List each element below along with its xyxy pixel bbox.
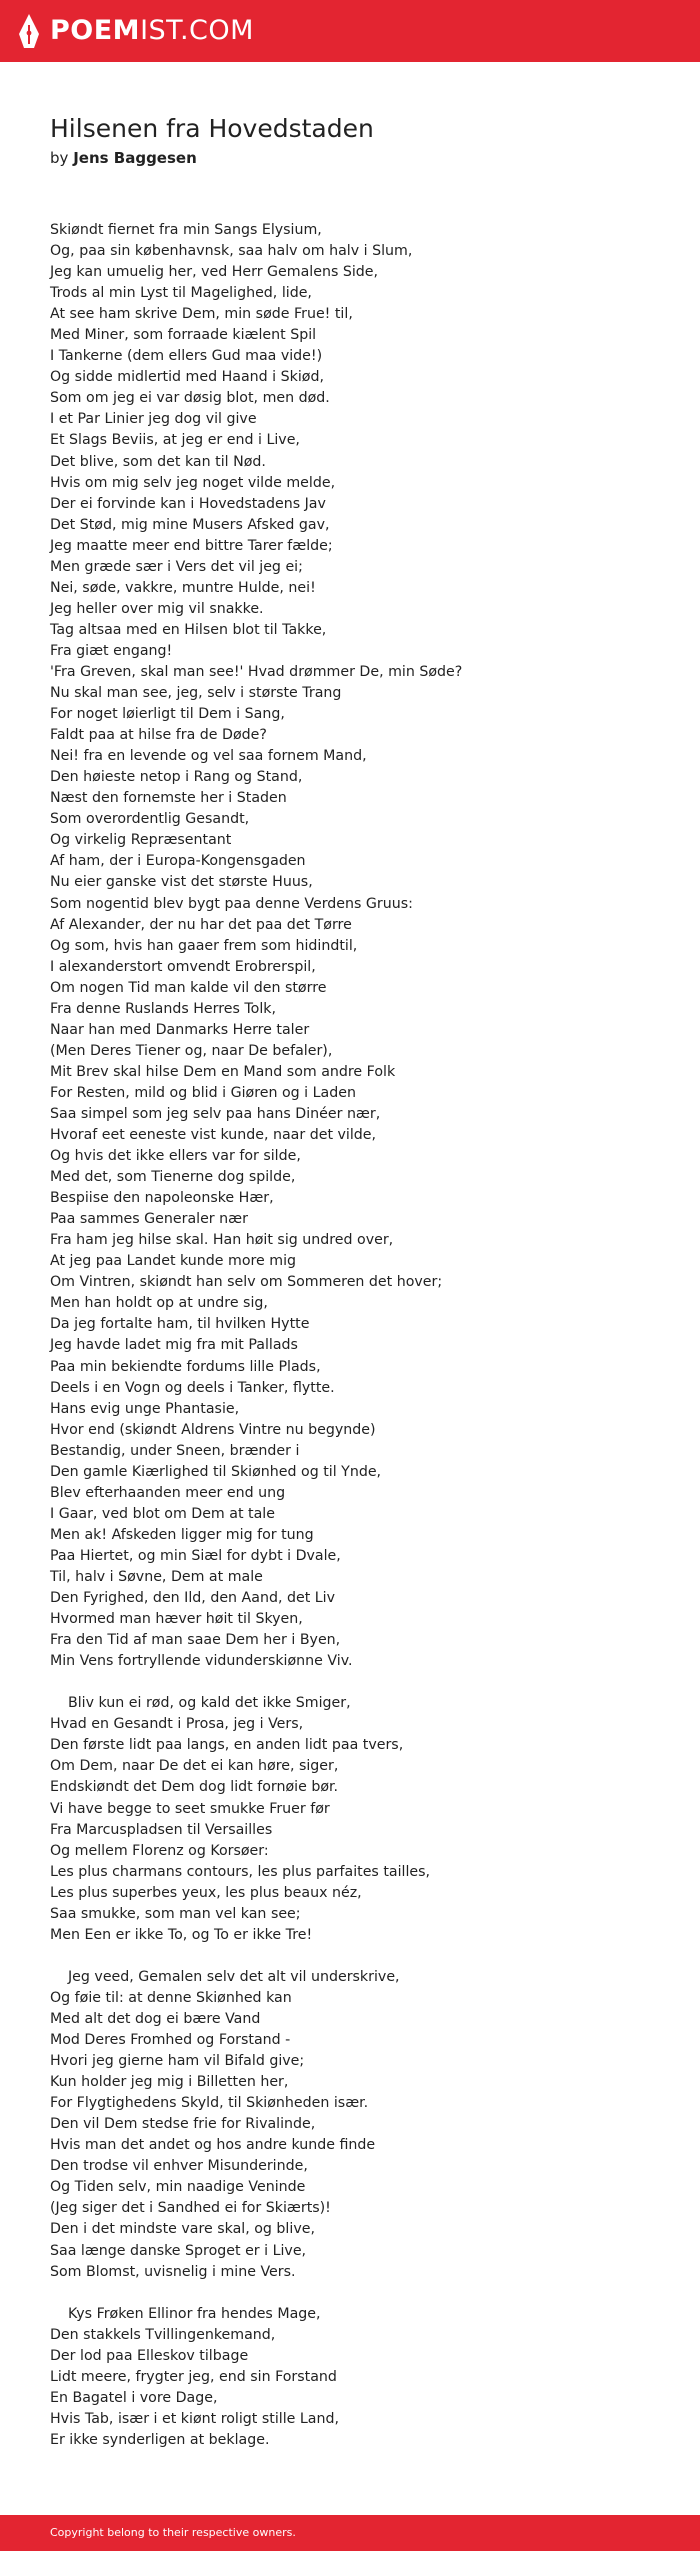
poem-line: (Jeg siger det i Sandhed ei for Skiærts)!	[50, 2200, 331, 2217]
poem-line: Hvis man det andet og hos andre kunde finde	[50, 2137, 376, 2154]
site-footer	[0, 2515, 700, 2551]
poem-line: Jeg havde ladet mig fra mit Pallads	[50, 1337, 298, 1354]
poem-line: Og virkelig Repræsentant	[50, 832, 232, 849]
poem-line: Hvormed man hæver høit til Skyen,	[50, 1611, 303, 1628]
poem-line: Om Vintren, skiøndt han selv om Sommeren det hover;	[50, 1274, 443, 1291]
poem-line: Mod Deres Fromhed og Forstand -	[50, 2032, 291, 2049]
site-logo[interactable]	[18, 13, 254, 49]
poem-line: Men Een er ikke To, og To er ikke Tre!	[50, 1926, 313, 1943]
poem-line: 'Fra Greven, skal man see!' Hvad drømmer De, min Søde?	[50, 663, 463, 680]
poem-line: Nei! fra en levende og vel saa fornem Mand,	[50, 748, 367, 765]
poem-line: Og mellem Florenz og Korsøer:	[50, 1842, 269, 1859]
poem-line: Til, halv i Søvne, Dem at male	[50, 1569, 263, 1585]
poem-line: Lidt meere, frygter jeg, end sin Forstand	[50, 2368, 337, 2385]
poem-line: For Resten, mild og blid i Giøren og i Laden	[50, 1084, 356, 1101]
brand-name	[50, 13, 254, 49]
poem-line: Og som, hvis han gaaer frem som hidindtil,	[50, 937, 358, 954]
poem-line: Som Blomst, uvisnelig i mine Vers.	[50, 2263, 296, 2280]
poem-line: Nu skal man see, jeg, selv i største Trang	[50, 685, 342, 702]
poem-line: Den høieste netop i Rang og Stand,	[50, 769, 303, 786]
poem-line: Der lod paa Elleskov tilbage	[50, 2347, 249, 2364]
copyright-text: Copyright belong to their respective owners.	[50, 2526, 296, 2539]
stanza-gap	[50, 2283, 670, 2304]
poem-line: Og føie til: at denne Skiønhed kan	[50, 1989, 292, 2006]
poem-line: Men græde sær i Vers det vil jeg ei;	[50, 558, 303, 575]
poem-line: Hvad en Gesandt i Prosa, jeg i Vers,	[50, 1716, 304, 1733]
poem-line: Fra den Tid af man saae Dem her i Byen,	[50, 1632, 341, 1649]
poem-line: Den første lidt paa langs, en anden lidt paa tvers,	[50, 1737, 404, 1754]
poem-line: Bliv kun ei rød, og kald det ikke Smiger,	[68, 1695, 351, 1712]
poem-line: Men han holdt op at undre sig,	[50, 1295, 268, 1312]
poem-line: Mit Brev skal hilse Dem en Mand som andre Folk	[50, 1063, 396, 1080]
poem-line: Med Miner, som forraade kiælent Spil	[50, 327, 317, 344]
poem-line: Den stakkels Tvillingenkemand,	[50, 2326, 276, 2343]
poem-line: Endskiøndt det Dem dog lidt fornøie bør.	[50, 1779, 339, 1796]
poem-line: Fra Marcuspladsen til Versailles	[50, 1821, 273, 1838]
poem-line: Hvori jeg gierne ham vil Bifald give;	[50, 2053, 305, 2070]
poem-line: Næst den fornemste her i Staden	[50, 790, 287, 807]
poem-line: At jeg paa Landet kunde more mig	[50, 1253, 297, 1270]
poem-line: Tag altsaa med en Hilsen blot til Takke,	[50, 621, 327, 638]
poem-line: (Men Deres Tiener og, naar De befaler),	[50, 1042, 333, 1059]
poem-line: Om nogen Tid man kalde vil den større	[50, 979, 327, 996]
poem-line: Den i det mindste vare skal, og blive,	[50, 2221, 315, 2238]
poem-line: Kys Frøken Ellinor fra hendes Mage,	[68, 2305, 321, 2322]
poem-line: Med alt det dog ei bære Vand	[50, 2010, 261, 2027]
poem-line: Min Vens fortryllende vidunderskiønne Viv.	[50, 1653, 353, 1670]
poem-line: Jeg heller over mig vil snakke.	[50, 600, 264, 617]
poem-line: Trods al min Lyst til Magelighed, lide,	[50, 285, 312, 302]
poem-line: Paa Hiertet, og min Siæl for dybt i Dvale,	[50, 1547, 341, 1564]
poem-line: For noget løierligt til Dem i Sang,	[50, 706, 285, 723]
poem-line: Om Dem, naar De det ei kan høre, siger,	[50, 1758, 339, 1775]
poem-line: Den vil Dem stedse frie for Rivalinde,	[50, 2116, 316, 2133]
poem-line: I alexanderstort omvendt Erobrerspil,	[50, 958, 316, 975]
poem-line: Som nogentid blev bygt paa denne Verdens Gruus:	[50, 895, 413, 912]
poem-line: Saa længe danske Sproget er i Live,	[50, 2242, 307, 2259]
poem-byline	[50, 148, 197, 168]
poem-line: Jeg veed, Gemalen selv det alt vil underskrive,	[68, 1968, 400, 1985]
poem-line: Vi have begge to seet smukke Fruer før	[50, 1800, 330, 1817]
poem-line: Den gamle Kiærlighed til Skiønhed og til Ynde,	[50, 1463, 382, 1480]
poem-line: Er ikke synderligen at beklage.	[50, 2431, 270, 2448]
poem-line: Af Alexander, der nu har det paa det Tørre	[50, 916, 352, 933]
stanza	[50, 1967, 670, 2283]
poem-line: Fra denne Ruslands Herres Tolk,	[50, 1000, 276, 1017]
poem-line: Og Tiden selv, min naadige Veninde	[50, 2179, 306, 2196]
poem-line: Fra giæt engang!	[50, 642, 173, 659]
poem-line: Bespiise den napoleonske Hær,	[50, 1190, 274, 1207]
site-header	[0, 0, 700, 62]
brand-name-bold: POEM	[50, 15, 141, 46]
poem-line: I et Par Linier jeg dog vil give	[50, 411, 257, 428]
stanza	[50, 1693, 670, 1946]
poem-line: En Bagatel i vore Dage,	[50, 2389, 218, 2406]
pen-nib-icon	[18, 13, 40, 49]
poem-line: Som overordentlig Gesandt,	[50, 811, 250, 828]
poem-line: Da jeg fortalte ham, til hvilken Hytte	[50, 1316, 310, 1333]
poem-line: Kun holder jeg mig i Billetten her,	[50, 2074, 289, 2091]
poem-line: Hvoraf eet eeneste vist kunde, naar det vilde,	[50, 1127, 377, 1144]
poem-line: Bestandig, under Sneen, brænder i	[50, 1442, 300, 1459]
by-prefix: by	[50, 149, 69, 167]
poem-line: Den trodse vil enhver Misunderinde,	[50, 2158, 308, 2175]
poem-line: Hans evig unge Phantasie,	[50, 1400, 240, 1417]
poem-line: Blev efterhaanden meer end ung	[50, 1484, 286, 1501]
poem-line: Med det, som Tienerne dog spilde,	[50, 1169, 296, 1186]
poem-line: Saa smukke, som man vel kan see;	[50, 1905, 301, 1922]
stanza	[50, 220, 670, 1672]
poem-line: Skiøndt fiernet fra min Sangs Elysium,	[50, 222, 322, 238]
poem-line: Paa sammes Generaler nær	[50, 1211, 248, 1228]
poem-line: For Flygtighedens Skyld, til Skiønheden især.	[50, 2095, 369, 2112]
poem-line: Der ei forvinde kan i Hovedstadens Jav	[50, 495, 326, 512]
poem-line: Som om jeg ei var døsig blot, men død.	[50, 390, 330, 407]
poem-line: Hvis Tab, især i et kiønt roligt stille Land,	[50, 2410, 339, 2427]
poem-line: Nei, søde, vakkre, muntre Hulde, nei!	[50, 579, 316, 596]
poem-line: Et Slags Beviis, at jeg er end i Live,	[50, 432, 300, 449]
poem-line: Hvis om mig selv jeg noget vilde melde,	[50, 474, 336, 491]
poem-line: Faldt paa at hilse fra de Døde?	[50, 727, 267, 744]
author-link[interactable]: Jens Baggesen	[73, 149, 197, 167]
poem-line: Naar han med Danmarks Herre taler	[50, 1021, 310, 1038]
poem-line: Hvor end (skiøndt Aldrens Vintre nu begynde)	[50, 1421, 376, 1438]
poem-line: Nu eier ganske vist det største Huus,	[50, 874, 313, 891]
stanza-gap	[50, 1672, 670, 1693]
poem-line: Paa min bekiendte fordums lille Plads,	[50, 1358, 321, 1375]
poem-line: I Gaar, ved blot om Dem at tale	[50, 1505, 275, 1522]
poem-line: Jeg maatte meer end bittre Tarer fælde;	[50, 537, 333, 554]
poem-line: I Tankerne (dem ellers Gud maa vide!)	[50, 348, 323, 365]
poem-line: Og sidde midlertid med Haand i Skiød,	[50, 369, 324, 386]
poem-line: Det blive, som det kan til Nød.	[50, 453, 266, 470]
poem-line: Og, paa sin københavnsk, saa halv om halv i Slum,	[50, 243, 413, 260]
poem-line: Saa simpel som jeg selv paa hans Dinéer nær,	[50, 1105, 381, 1122]
poem-line: Og hvis det ikke ellers var for silde,	[50, 1148, 301, 1165]
poem-line: Af ham, der i Europa-Kongensgaden	[50, 853, 306, 870]
poem-line: Les plus charmans contours, les plus parfaites tailles,	[50, 1863, 431, 1880]
poem-title: Hilsenen fra Hovedstaden	[50, 114, 374, 143]
poem-line: Deels i en Vogn og deels i Tanker, flytte.	[50, 1379, 335, 1396]
stanza	[50, 2304, 670, 2451]
poem-line: Les plus superbes yeux, les plus beaux néz,	[50, 1884, 362, 1901]
poem-line: Men ak! Afskeden ligger mig for tung	[50, 1526, 314, 1543]
poem-line: Fra ham jeg hilse skal. Han høit sig undred over,	[50, 1232, 394, 1249]
poem-line: Det Stød, mig mine Musers Afsked gav,	[50, 516, 330, 533]
poem-line: At see ham skrive Dem, min søde Frue! til,	[50, 306, 353, 323]
poem-line: Den Fyrighed, den Ild, den Aand, det Liv	[50, 1590, 336, 1607]
stanza-gap	[50, 1946, 670, 1967]
poem-line: Jeg kan umuelig her, ved Herr Gemalens Side,	[50, 264, 379, 281]
brand-name-rest: IST.COM	[140, 15, 254, 46]
poem-body	[50, 220, 670, 2451]
